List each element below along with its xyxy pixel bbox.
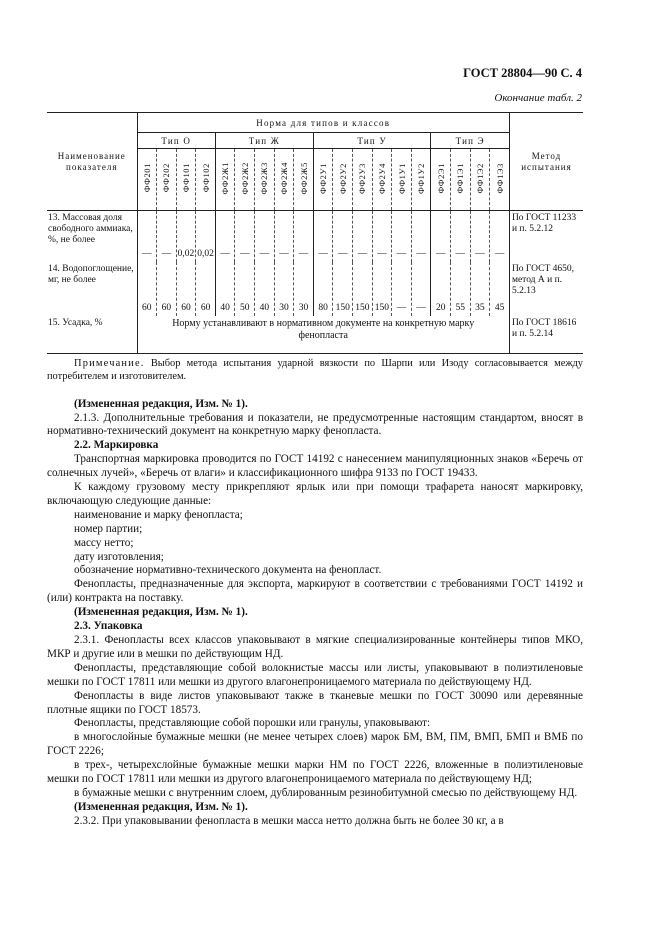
table-cell: — [392,262,412,316]
class-header-cell: ФФ2Ж1 [215,149,235,211]
class-header-cell: ФФ2Ж4 [274,149,294,211]
table-cell: 55 [451,262,471,316]
table-cell: 40 [255,262,275,316]
table-cell: — [353,211,373,262]
list-item: номер партии; [74,522,143,535]
page-header-doc-id: ГОСТ 28804—90 С. 4 [463,66,582,80]
norms-table [47,112,583,354]
class-header-cell: ФФ1У1 [392,149,412,211]
test-method-cell: По ГОСТ 11233 и п. 5.2.12 [509,211,583,262]
class-header-cell: ФФ101 [176,149,196,211]
table-cell: — [411,262,431,316]
paragraph: 2.1.3. Дополнительные требования и показатели, не предусмотренные настоящим стандартом, вносят в нормативно-технический документ на конкретную марку фенопласта. [47,411,583,438]
indicator-label: 15. Усадка, % [47,316,137,354]
list-item: дату изготовления; [74,550,164,563]
test-method-cell: По ГОСТ 4650, метод А и п. 5.2.13 [509,262,583,316]
indicator-label: 13. Массовая доля свободного аммиака, %, не более [48,213,133,245]
table-cell: 40 [215,262,235,316]
table-cell: 0,02 [196,211,216,262]
group-type-zh: Тип Ж [215,133,313,149]
class-header-cell: ФФ1Э1 [451,149,471,211]
paragraph: Фенопласты, предназначенные для экспорта, маркируют в соответствии с требованиями ГОСТ 14192 и (или) контракта на поставку. [47,578,583,605]
table-cell: — [137,211,157,262]
table-cell: 30 [274,262,294,316]
group-type-e: Тип Э [431,133,510,149]
merged-norm-cell: Норму устанавливают в нормативном документе на конкретную марку фенопласта [137,316,509,354]
table-cell: 60 [196,262,216,316]
table-cell: 50 [235,262,255,316]
list-item: массу нетто; [74,536,134,549]
table-cell: — [372,211,392,262]
list-item: обозначение нормативно-технического документа на фенопласт. [74,564,382,577]
table-cell: — [451,211,471,262]
section-heading-packaging: 2.3. Упаковка [74,620,143,633]
table-cell: — [235,211,255,262]
table-cell: 0,02 [176,211,196,262]
class-header-cell: ФФ2Ж2 [235,149,255,211]
paragraph: Фенопласты, представляющие собой волокнистые массы или листы, упаковывают в полиэтиленовые мешки по ГОСТ 17811 или мешки из другого влагонепроницаемого материала по действующему НД. [47,661,583,688]
class-header-cell: ФФ1Э3 [490,149,510,211]
class-header-cell: ФФ2У4 [372,149,392,211]
class-header-cell: ФФ2У1 [313,149,333,211]
table-cell: — [411,211,431,262]
table-cell: 150 [372,262,392,316]
list-item: в бумажные мешки с внутренним слоем, дублированным резинобитумной смесью по действующему НД. [74,786,578,799]
class-header-cell: ФФ1У2 [411,149,431,211]
table-note: Примечание. Выбор метода испытания ударной вязкости по Шарпи или Изоду согласовывается между потребителем и изготовителем. [47,358,583,382]
test-method-cell: По ГОСТ 18616 и п. 5.2.14 [509,316,583,354]
paragraph: К каждому грузовому месту прикрепляют ярлык или при помощи трафарета наносят маркировку, включающую следующие данные: [47,481,583,507]
body-text [47,358,583,829]
section-heading-marking: 2.2. Маркировка [74,439,159,452]
table-cell: — [313,211,333,262]
table-cell: — [470,211,490,262]
class-header-cell: ФФ1Э2 [470,149,490,211]
amendment-note: (Измененная редакция, Изм. № 1). [74,800,248,813]
list-item: наименование и марку фенопласта; [74,508,243,521]
table-continuation-label: Окончание табл. 2 [494,92,582,104]
amendment-note: (Измененная редакция, Изм. № 1). [74,397,248,410]
table-cell: — [294,211,314,262]
amendment-note: (Измененная редакция, Изм. № 1). [74,606,248,619]
class-header-cell: ФФ2У2 [333,149,353,211]
table-cell: 45 [490,262,510,316]
table-cell: — [255,211,275,262]
list-item: в многослойные бумажные мешки (не менее четырех слоев) марок БМ, ВМ, ПМ, ВМП, БМП и ВМБ по ГОСТ 2226; [47,731,583,758]
table-cell: — [490,211,510,262]
class-header-cell: ФФ102 [196,149,216,211]
table-cell: 80 [313,262,333,316]
paragraph: 2.3.2. При упаковывании фенопласта в мешки масса нетто должна быть не более 30 кг, а в [74,814,504,827]
table-cell: — [333,211,353,262]
class-header-cell: ФФ201 [137,149,157,211]
class-header-cell: ФФ2Э1 [431,149,451,211]
table-cell: 60 [157,262,177,316]
paragraph: Фенопласты в виде листов упаковывают также в тканевые мешки по ГОСТ 30090 или деревянные плотные ящики по ГОСТ 18573. [47,689,583,716]
group-type-o: Тип О [137,133,215,149]
paragraph: Транспортная маркировка проводится по ГОСТ 14192 с нанесением манипуляционных знаков «Беречь от солнечных лучей», «Беречь от влаги» и классификационного шифра 9133 по ГОСТ 19433. [47,453,583,480]
table-cell: 150 [353,262,373,316]
paragraph: Фенопласты, представляющие собой порошки или гранулы, упаковывают: [74,717,431,730]
table-cell: 60 [176,262,196,316]
group-type-u: Тип У [313,133,431,149]
table-cell: 60 [137,262,157,316]
table-cell: 150 [333,262,353,316]
table-cell: — [392,211,412,262]
class-header-cell: ФФ202 [157,149,177,211]
table-cell: — [215,211,235,262]
class-header-cell: ФФ2У3 [353,149,373,211]
class-header-cell: ФФ2Ж3 [255,149,275,211]
table-cell: — [157,211,177,262]
table-cell: — [274,211,294,262]
table-cell: 30 [294,262,314,316]
list-item: в трех-, четырехслойные бумажные мешки марки НМ по ГОСТ 2226, вложенные в полиэтиленовые мешки по ГОСТ 17811 или мешки из другого влагонепроницаемого материала по действующему НД; [47,759,583,786]
table-cell: 20 [431,262,451,316]
table-cell: — [431,211,451,262]
header-test-method: Метод испытания [509,113,583,211]
class-header-cell: ФФ2Ж5 [294,149,314,211]
indicator-label: 14. Водопоглощение, мг, не более [48,263,134,285]
paragraph: 2.3.1. Фенопласты всех классов упаковывают в мягкие специализированные контейнеры типов МКО, МКР и другие или в мешки по действующим НД. [47,634,583,660]
header-norm: Норма для типов и классов [137,113,509,133]
table-cell: 35 [470,262,490,316]
header-indicator-name: Наименование показателя [47,113,137,211]
